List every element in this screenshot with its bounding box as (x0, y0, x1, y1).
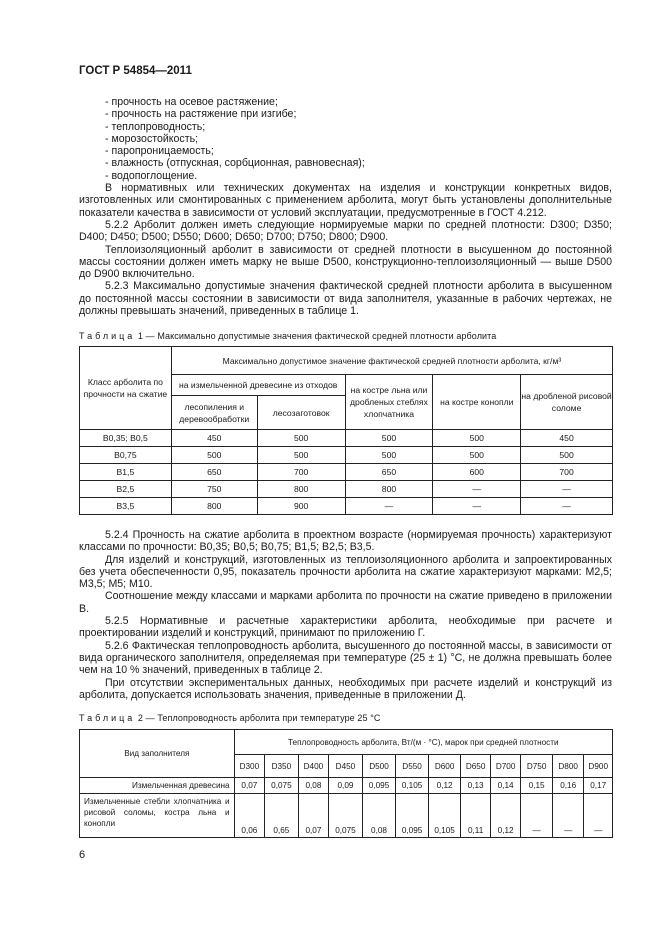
table-cell: B1,5 (80, 464, 172, 481)
table-cell: B0,35; B0,5 (80, 430, 172, 447)
table1-col-hemp: на костре конопли (433, 375, 521, 430)
table-cell: 0,65 (265, 794, 299, 838)
table1-col-wood: на измельченной древесине из отходов (171, 375, 345, 396)
list-item: - паропроницаемость; (105, 145, 214, 158)
table-row-label: Измельченная древесина (80, 778, 235, 794)
table-cell: 900 (257, 498, 345, 515)
table-cell: 500 (433, 447, 521, 464)
list-item: - влажность (отпускная, сорбционная, равновесная); (105, 157, 365, 170)
table-cell: 800 (345, 481, 433, 498)
table-cell: B2,5 (80, 481, 172, 498)
table-cell: 0,075 (265, 778, 299, 794)
table2-caption-label: Таблица (79, 713, 136, 723)
table2-mark: D500 (362, 755, 396, 778)
table-cell: 700 (257, 464, 345, 481)
table-row (80, 430, 613, 447)
table-row (80, 794, 613, 838)
table-cell: 0,075 (329, 794, 363, 838)
table2-mark: D550 (396, 755, 429, 778)
table2-mark: D350 (265, 755, 299, 778)
table-cell: 0,07 (234, 778, 265, 794)
table-cell: — (521, 794, 553, 838)
table1-caption-label: Таблица (79, 331, 136, 341)
strength-section (79, 529, 612, 701)
table2-col-main: Теплопроводность арболита, Вт/(м · °С), марок при средней плотности (234, 730, 612, 755)
table2-mark: D650 (461, 755, 490, 778)
list-item: - прочность на растяжение при изгибе; (105, 108, 297, 121)
table-cell: 600 (433, 464, 521, 481)
table2-mark: D750 (521, 755, 553, 778)
table-cell: 0,08 (362, 794, 396, 838)
list-item: - теплопроводность; (105, 120, 206, 133)
table-cell: 650 (345, 464, 433, 481)
table-cell: 500 (257, 430, 345, 447)
table-cell: 450 (521, 430, 613, 447)
table-row (80, 481, 613, 498)
table-cell: 650 (171, 464, 257, 481)
table-cell: 0,105 (396, 778, 429, 794)
table-cell: 0,13 (461, 778, 490, 794)
table-cell: 0,09 (329, 778, 363, 794)
table2-mark: D450 (329, 755, 363, 778)
table1-col-sawing: лесопиления и деревообработки (171, 396, 257, 430)
table-cell: — (521, 498, 613, 515)
table-cell: 750 (171, 481, 257, 498)
table2-mark: D800 (552, 755, 584, 778)
table1 (79, 346, 613, 515)
table-cell: — (433, 498, 521, 515)
requirements-section (79, 96, 612, 317)
table2 (79, 729, 613, 838)
list-item: - морозостойкость; (105, 132, 199, 145)
table-cell: 500 (171, 447, 257, 464)
table2-mark: D900 (584, 755, 613, 778)
table-row (80, 778, 613, 794)
paragraph: 5.2.4 Прочность на сжатие арболита в проектном возрасте (нормируемая прочность) характеризуют классами по прочности: B0,35; B0,5; B0,75; B1,5; B2,5; B3,5. (79, 529, 612, 554)
table-cell: 500 (345, 447, 433, 464)
table-cell: 800 (257, 481, 345, 498)
table-cell: 0,095 (362, 778, 396, 794)
table1-col-flax: на костре льна или дробленых стеблях хлопчатника (345, 375, 433, 430)
table1-caption (79, 331, 496, 341)
page-number: 6 (79, 849, 86, 861)
table-cell: — (552, 794, 584, 838)
table-row-label: Измельченные стебли хлопчатника и рисовой соломы, костра льна и конопли (80, 794, 235, 838)
paragraph: 5.2.3 Максимально допустимые значения фактической средней плотности арболита в высушенном до постоянной массы состоянии в зависимости от вида заполнителя, указанные в рабочих чертежах, не должны превышать значений, приведенных в таблице 1. (79, 280, 612, 318)
table1-col-logging: лесозаготовок (257, 396, 345, 430)
table1-caption-text: 1 — Максимально допустимые значения фактической средней плотности арболита (137, 331, 497, 341)
table-cell: 0,16 (552, 778, 584, 794)
table-cell: B0,75 (80, 447, 172, 464)
list-item: - водопоглощение. (105, 169, 198, 182)
paragraph: В нормативных или технических документах на изделия и конструкции конкретных видов, изготовленных или смонтированных с применением арболита, могут быть установлены дополнительные показатели качества в зависимости от условий эксплуатации, предусмотренные в ГОСТ 4.212. (79, 182, 612, 219)
paragraph: 5.2.6 Фактическая теплопроводность арболита, высушенного до постоянной массы, в зависимости от вида органического заполнителя, определяемая при температуре (25 ± 1) °С, не должна превышать более чем на 10 % значений, приведенных в таблице 2. (79, 639, 612, 677)
table2-mark: D700 (490, 755, 521, 778)
list-item: - прочность на осевое растяжение; (105, 96, 278, 108)
document-header: ГОСТ Р 54854—2011 (79, 65, 192, 77)
table-cell: — (433, 481, 521, 498)
table-cell: 500 (433, 430, 521, 447)
table-cell: 0,095 (396, 794, 429, 838)
table-cell: 500 (521, 447, 613, 464)
table2-mark: D600 (428, 755, 461, 778)
table-cell: 0,15 (521, 778, 553, 794)
table-cell: 500 (345, 430, 433, 447)
table2-caption-text: 2 — Теплопроводность арболита при температуре 25 °С (137, 713, 381, 723)
table1-col-rice: на дробленой рисовой соломе (521, 375, 613, 430)
paragraph: Соотношение между классами и марками арболита по прочности на сжатие приведено в приложении В. (79, 590, 612, 615)
paragraph: 5.2.5 Нормативные и расчетные характеристики арболита, необходимые при расчете и проектировании изделий и конструкций, принимают по приложению Г. (79, 615, 612, 640)
table-cell: B3,5 (80, 498, 172, 515)
table-cell: 0,17 (584, 778, 613, 794)
paragraph: Теплоизоляционный арболит в зависимости от средней плотности в высушенном до постоянной массы состоянии должен иметь марку не выше D500, конструкционно-теплоизоляционный — выше D500 до D900 включительно. (79, 243, 612, 281)
table-cell: 0,11 (461, 794, 490, 838)
table-cell: 800 (171, 498, 257, 515)
table2-mark: D300 (234, 755, 265, 778)
table-cell: 700 (521, 464, 613, 481)
table-cell: 0,14 (490, 778, 521, 794)
table1-col-main: Максимально допустимое значение фактической средней плотности арболита, кг/м³ (171, 347, 612, 375)
table-cell: 450 (171, 430, 257, 447)
table-row (80, 464, 613, 481)
table-cell: — (345, 498, 433, 515)
table-cell: 0,105 (428, 794, 461, 838)
table-cell: — (521, 481, 613, 498)
table2-mark: D400 (298, 755, 329, 778)
table-cell: 0,06 (234, 794, 265, 838)
table1-col-class: Класс арболита по прочности на сжатие (80, 347, 172, 430)
table2-caption (79, 713, 381, 723)
paragraph: Для изделий и конструкций, изготовленных из теплоизоляционного арболита и запроектированных без учета обеспеченности 0,95, показатель прочности арболита на сжатие характеризуют марками: M2,5; M3,5; M5; M10. (79, 553, 612, 591)
paragraph: При отсутствии экспериментальных данных, необходимых при расчете изделий и конструкций из арболита, допускается использовать значения, приведенные в приложении Д. (79, 676, 612, 701)
table-cell: 0,08 (298, 778, 329, 794)
table-cell: — (584, 794, 613, 838)
paragraph: 5.2.2 Арболит должен иметь следующие нормируемые марки по средней плотности: D300; D350; D400; D450; D500; D550; D600; D650; D700; D750; D800; D900. (79, 218, 612, 244)
table-cell: 0,12 (428, 778, 461, 794)
table-cell: 0,07 (298, 794, 329, 838)
table-cell: 500 (257, 447, 345, 464)
table-row (80, 498, 613, 515)
table-cell: 0,12 (490, 794, 521, 838)
table2-col-filler: Вид заполнителя (80, 730, 235, 778)
table-row (80, 447, 613, 464)
